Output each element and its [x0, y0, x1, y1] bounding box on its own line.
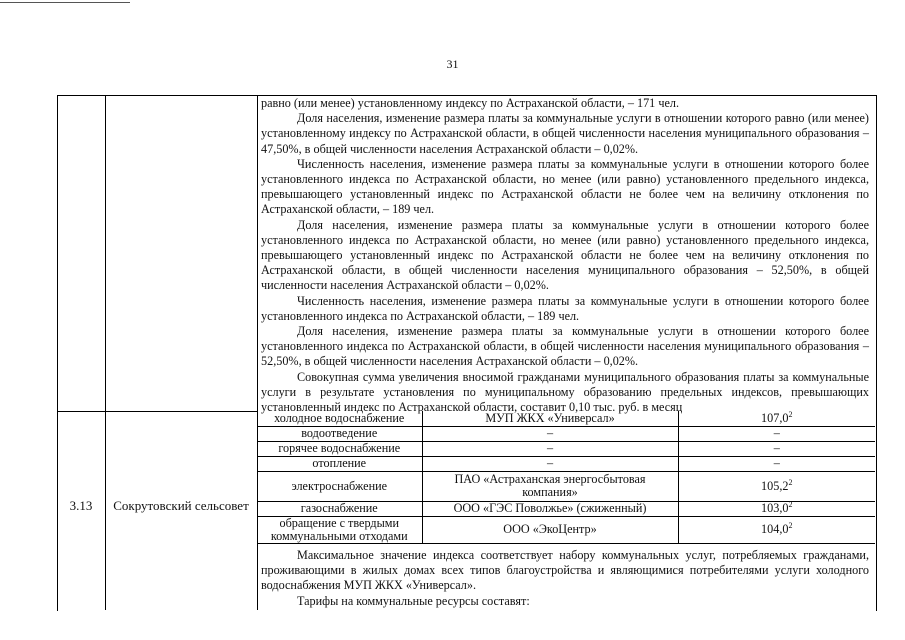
- index-cell: [678, 426, 875, 441]
- service-cell: отопление: [257, 456, 422, 471]
- footnote-mark: 2: [788, 477, 793, 487]
- municipality-name: Сокрутовский сельсовет: [113, 498, 249, 513]
- provider-cell: ООО «ГЭС Поволжье» (сжиженный): [422, 501, 678, 516]
- footnote-mark: 2: [788, 409, 793, 419]
- provider-cell: –: [422, 456, 678, 471]
- page-number: 31: [446, 57, 459, 71]
- index-value: –: [773, 441, 780, 455]
- index-value: 104,0: [761, 522, 789, 536]
- service-cell: электроснабжение: [257, 471, 422, 501]
- paragraph: Тарифы на коммунальные ресурсы составят:: [297, 593, 530, 608]
- paragraph: Доля населения, изменение размера платы за коммунальные услуги в отношении которого более установленного индекса по Астраханской области, но менее (или равно) установленного предельного индекса, превышающего установленный индекс по Астраханской области не более чем на величину отклонения по Астраханской области, в общей численности населения муниципального образования – 52,50%, в общей численности населения Астраханской области – 0,02%.: [261, 217, 869, 293]
- provider-cell: –: [422, 426, 678, 441]
- index-value: 105,2: [761, 478, 789, 493]
- paragraph: Доля населения, изменение размера платы за коммунальные услуги в отношении которого равно (или менее) установленному индексу по Астраханской области, в общей численности населения муниципального образования – 47,50%, в общей численности населения Астраханской области – 0,02%.: [261, 111, 869, 156]
- description-text: [261, 96, 869, 415]
- index-value: 107,0: [761, 410, 789, 425]
- table-row: [257, 471, 875, 501]
- service-cell: обращение с твердыми коммунальными отходами: [257, 516, 422, 543]
- table-row: [257, 456, 875, 471]
- index-cell: [678, 411, 875, 426]
- provider-cell: –: [422, 441, 678, 456]
- index-value: 103,0: [761, 501, 789, 515]
- index-cell: [678, 441, 875, 456]
- row-divider: [57, 411, 257, 412]
- services-table: [257, 411, 875, 544]
- service-cell: водоотведение: [257, 426, 422, 441]
- footnote-mark: 2: [788, 499, 793, 509]
- table-row: [257, 441, 875, 456]
- provider-cell: МУП ЖКХ «Универсал»: [422, 411, 678, 426]
- index-value: –: [773, 426, 780, 440]
- paragraph: равно (или менее) установленному индексу по Астраханской области, – 171 чел.: [261, 96, 679, 110]
- service-cell: холодное водоснабжение: [257, 411, 422, 426]
- table-row: [257, 426, 875, 441]
- index-cell: [678, 501, 875, 516]
- paragraph: Численность населения, изменение размера платы за коммунальные услуги в отношении которого более установленного индекса по Астраханской области, – 189 чел.: [261, 293, 869, 323]
- index-cell: [678, 471, 875, 501]
- paragraph: Доля населения, изменение размера платы за коммунальные услуги в отношении которого более установленного индекса по Астраханской области, в общей численности населения муниципального образования – 52,50%, в общей численности населения Астраханской области – 0,02%.: [261, 324, 869, 369]
- service-cell: горячее водоснабжение: [257, 441, 422, 456]
- index-cell: [678, 516, 875, 543]
- conclusion-text: [261, 548, 869, 609]
- footnote-mark: 2: [788, 520, 793, 530]
- column-divider: [105, 95, 106, 610]
- paragraph: Максимальное значение индекса соответствует набору коммунальных услуг, потребляемых гражданами, проживающими в жилых домах всех типов благоустройства и являющимися потребителями услуги холодного водоснабжения МУП ЖКХ «Универсал».: [261, 548, 869, 593]
- table-row: [257, 411, 875, 426]
- index-value: –: [773, 456, 780, 470]
- scan-edge-line: [0, 2, 130, 3]
- provider-cell: ООО «ЭкоЦентр»: [422, 516, 678, 543]
- row-number: 3.13: [69, 498, 93, 513]
- table-row: [257, 516, 875, 543]
- paragraph: Численность населения, изменение размера платы за коммунальные услуги в отношении которого более установленного индекса по Астраханской области, но менее (или равно) установленного предельного индекса, превышающего установленный индекс по Астраханской области не более чем на величину отклонения по Астраханской области, – 189 чел.: [261, 156, 869, 217]
- table-row: [257, 501, 875, 516]
- provider-cell: ПАО «Астраханская энергосбытовая компания»: [422, 471, 678, 501]
- paragraph: Совокупная сумма увеличения вносимой гражданами муниципального образования платы за коммунальные услуги в результате установления по муниципальному образованию предельных индексов, превышающих установленный индекс по Астраханской области, составит 0,10 тыс. руб. в месяц: [261, 369, 869, 415]
- index-cell: [678, 456, 875, 471]
- service-cell: газоснабжение: [257, 501, 422, 516]
